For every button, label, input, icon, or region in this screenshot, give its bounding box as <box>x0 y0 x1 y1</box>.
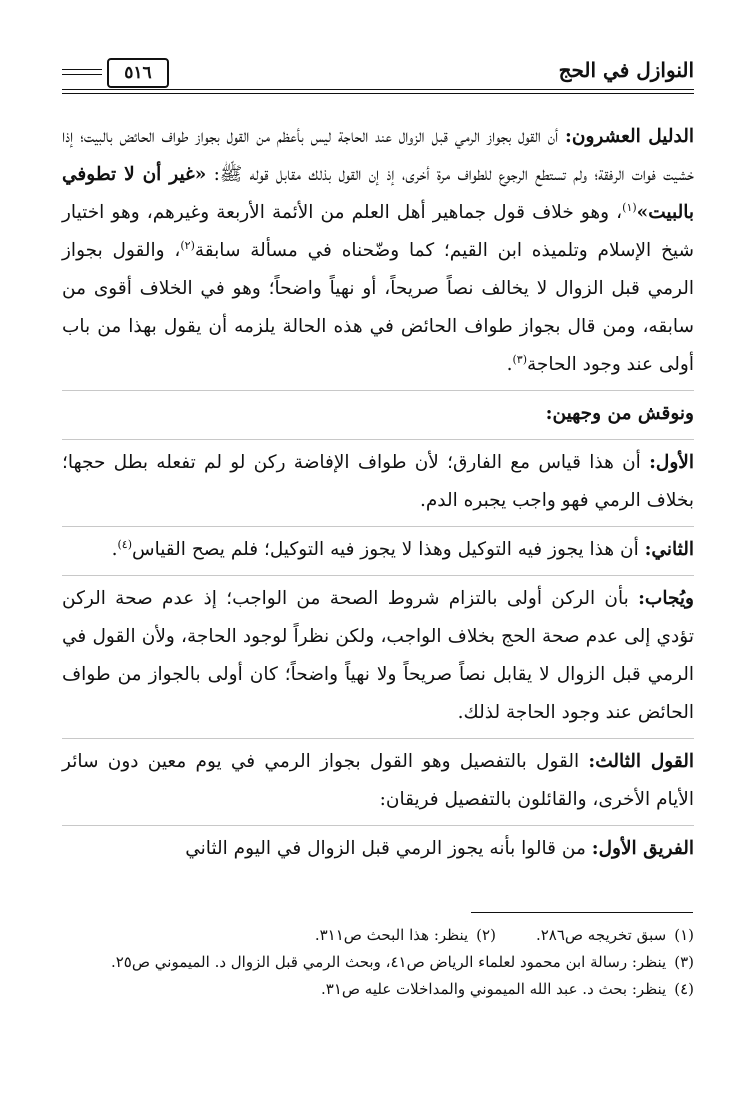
paragraph-lead: الفريق الأول: <box>591 838 694 859</box>
paragraph-text: أن هذا قياس مع الفارق؛ لأن طواف الإفاضة ركن لو لم تفعله بطل حجها؛ بخلاف الرمي فهو واجب يجبره الدم. <box>62 452 694 511</box>
footnote-ref: (٢) <box>180 238 195 252</box>
footnote-text: ينظر: رسالة ابن محمود لعلماء الرياض ص٤١، وبحث الرمي قبل الزوال د. الميموني ص٢٥. <box>110 953 667 971</box>
footnote-text: سبق تخريجه ص٢٨٦. <box>535 926 667 944</box>
paragraph-text: أن القول بجواز الرمي قبل الزوال عند الحاجة ليس بأعظم من القول بجواز طواف الحائض بالبيت؛ إذا خشيت فوات الرفقة؛ ولم تستطع الرجوع للطواف مرة أخرى، إذ إن القول بذلك مقابل قوله ﷺ: <box>62 126 695 185</box>
paragraph-third-opinion <box>62 738 694 819</box>
paragraph-text: أن هذا يجوز فيه التوكيل وهذا لا يجوز فيه التوكيل؛ فلم يصح القياس <box>132 539 645 560</box>
paragraph-evidence-twenty <box>62 118 694 384</box>
section-heading: ونوقش من وجهين: <box>545 403 694 424</box>
footnote-row <box>62 922 694 949</box>
header-rule <box>62 89 694 90</box>
paragraph-text: . <box>111 539 118 560</box>
paragraph-first-aspect <box>62 439 694 520</box>
paragraph-discussion-heading <box>62 390 694 433</box>
footnote-number: (١) <box>674 926 694 944</box>
paragraph-text: . <box>506 354 513 375</box>
paragraph-lead: الأول: <box>649 452 694 473</box>
footnote-text: ينظر: بحث د. عبد الله الميموني والمداخلات عليه ص٣١. <box>321 980 667 998</box>
paragraph-lead: الدليل العشرون: <box>565 126 694 147</box>
paragraph-first-group <box>62 825 694 868</box>
footnote-4 <box>62 976 694 1003</box>
paragraph-answer <box>62 575 694 732</box>
footnotes <box>62 922 694 1003</box>
footnote-ref: (٤) <box>117 537 132 551</box>
paragraph-text: ، وهو خلاف قول جماهير أهل العلم من الأئمة الأربعة وغيرهم، وهو اختيار شيخ الإسلام وتلميذه ابن القيم؛ كما وضّحناه في مسألة سابقة <box>62 202 694 261</box>
header-ornament-line <box>62 69 102 70</box>
footnote-number: (٤) <box>674 980 694 998</box>
paragraph-lead: الثاني: <box>644 539 694 560</box>
footnote-separator <box>471 912 693 913</box>
footnote-1 <box>536 922 694 949</box>
footnote-3 <box>62 949 694 976</box>
page-header <box>62 52 694 94</box>
paragraph-second-aspect <box>62 526 694 569</box>
paragraph-text: ، والقول بجواز الرمي قبل الزوال لا يخالف نصاً صريحاً، أو نهياً واضحاً؛ وهو في الخلاف أقوى من سابقه، ومن قال بجواز طواف الحائض في هذه الحالة يلزمه أن يقول بهذا من باب أولى عند وجود الحاجة <box>62 240 694 375</box>
footnote-ref: (١) <box>622 200 637 214</box>
footnote-number: (٢) <box>476 926 496 944</box>
footnote-2 <box>315 922 496 949</box>
header-rule <box>62 93 694 94</box>
paragraph-text: بأن الركن أولى بالتزام شروط الصحة من الواجب؛ إذ عدم صحة الركن تؤدي إلى عدم صحة الحج بخلاف الواجب، ولكن نظراً لوجود الحاجة، ولأن القول في الرمي قبل الزوال لا يقابل نصاً صريحاً ولا نهياً واضحاً؛ كان أولى بالجواز من طواف الحائض عند وجود الحاجة لذلك. <box>62 588 694 723</box>
hadith-quote: «غير أن لا تطوفي بالبيت» <box>62 164 694 223</box>
paragraph-text: من قالوا بأنه يجوز الرمي قبل الزوال في اليوم الثاني <box>185 838 592 859</box>
paragraph-lead: ويُجاب: <box>638 588 694 609</box>
running-title: النوازل في الحج <box>558 58 694 82</box>
page-number: ٥١٦ <box>107 58 169 88</box>
footnote-ref: (٣) <box>512 352 528 366</box>
paragraph-lead: القول الثالث: <box>588 751 694 772</box>
footnote-number: (٣) <box>674 953 694 971</box>
main-text <box>62 118 694 874</box>
paragraph-text: القول بالتفصيل وهو القول بجواز الرمي في يوم معين دون سائر الأيام الأخرى، والقائلون بالتفصيل فريقان: <box>62 751 694 810</box>
footnote-text: ينظر: هذا البحث ص٣١١. <box>314 926 469 944</box>
header-ornament-line <box>62 74 102 75</box>
